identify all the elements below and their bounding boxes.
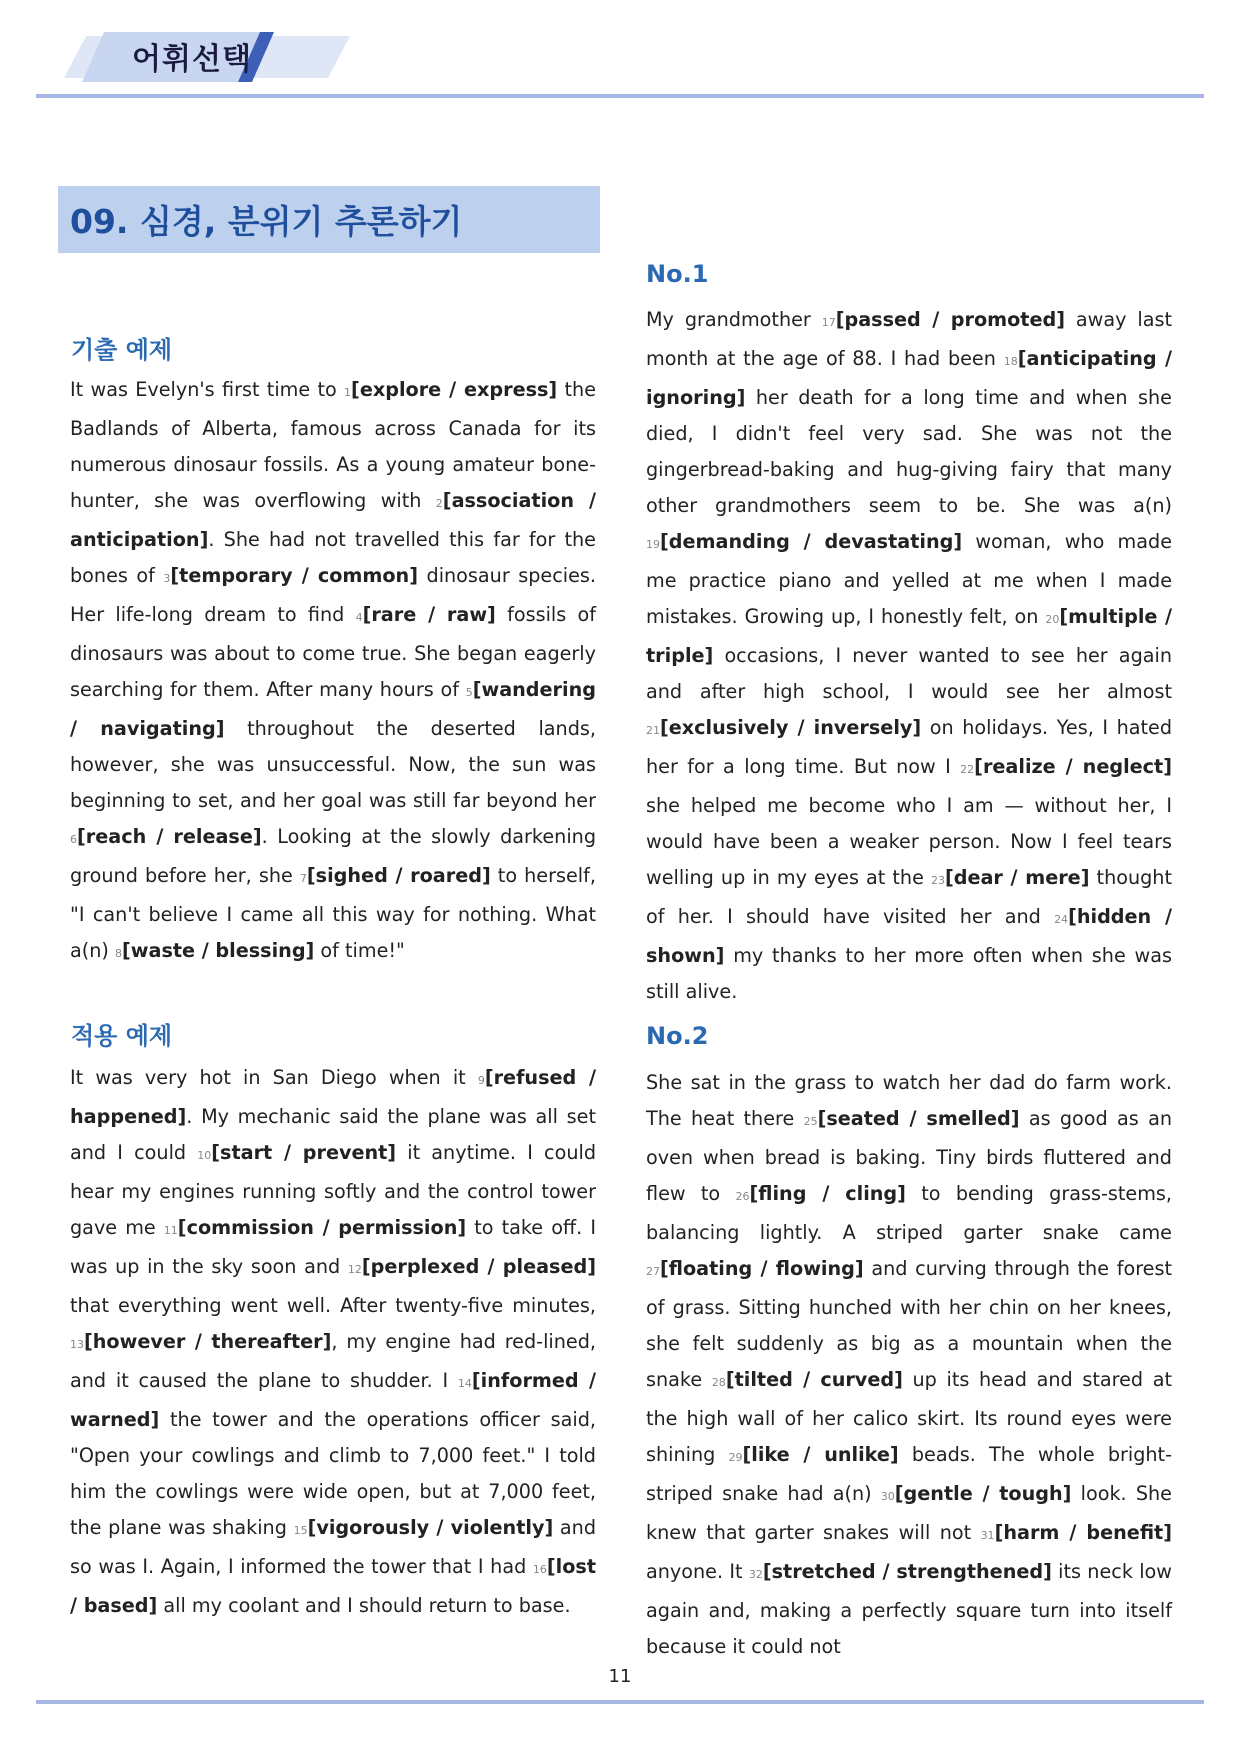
blank-number: 26 bbox=[735, 1190, 750, 1203]
passage-text: to bending grass-stems, balancing lightly. A striped garter snake came bbox=[646, 1182, 1172, 1244]
choice-pair: [hidden / shown] bbox=[646, 905, 1172, 967]
choice-pair: [tilted / curved] bbox=[725, 1368, 903, 1391]
passage-text: the tower and the operations officer said, "Open your cowlings and climb to 7,000 feet." I told him the cowlings were wide open, but at 7,000 feet, the plane was shaking bbox=[70, 1408, 596, 1539]
blank-number: 2 bbox=[435, 497, 443, 510]
passage-text: and curving through the forest of grass. Sitting hunched with her chin on her knees, she felt suddenly as big as a mountain when the snake bbox=[646, 1257, 1172, 1391]
passage-text: it anytime. I could hear my engines running softly and the control tower gave me bbox=[70, 1141, 596, 1239]
passage-text: the Badlands of Alberta, famous across Canada for its numerous dinosaur fossils. As a young amateur bone-hunter, she was overflowing with bbox=[70, 378, 597, 512]
blank-number: 22 bbox=[960, 763, 975, 776]
section-banner bbox=[58, 186, 600, 253]
blank-number: 3 bbox=[163, 572, 171, 585]
choice-pair: [however / thereafter] bbox=[84, 1330, 332, 1353]
blank-number: 24 bbox=[1054, 913, 1069, 926]
blank-number: 18 bbox=[1003, 355, 1018, 368]
page-number: 11 bbox=[608, 1666, 632, 1687]
passage-text: throughout the deserted lands, however, she was unsuccessful. Now, the sun was beginning to set, and her goal was still far beyond her bbox=[70, 717, 596, 812]
passage-text: . She had not travelled this far for the bones of bbox=[70, 528, 596, 587]
blank-number: 15 bbox=[293, 1524, 308, 1537]
passage-text: , my engine had red-lined, and it caused the plane to shudder. I bbox=[70, 1330, 596, 1392]
choice-pair: [vigorously / violently] bbox=[307, 1516, 554, 1539]
blank-number: 6 bbox=[70, 833, 77, 846]
passage-text: as good as an oven when bread is baking. Tiny birds fluttered and flew to bbox=[646, 1107, 1172, 1205]
choice-pair: [fling / cling] bbox=[749, 1182, 906, 1205]
choice-pair: [refused / happened] bbox=[70, 1066, 596, 1128]
example2-passage bbox=[70, 1060, 596, 1624]
choice-pair: [association / anticipation] bbox=[70, 489, 596, 551]
no2-heading: No.2 bbox=[646, 1022, 709, 1050]
blank-number: 23 bbox=[930, 874, 945, 887]
choice-pair: [harm / benefit] bbox=[994, 1521, 1172, 1544]
footer-rule bbox=[36, 1700, 1204, 1704]
passage-text: away last month at the age of 88. I had been bbox=[646, 308, 1172, 370]
blank-number: 14 bbox=[457, 1377, 472, 1390]
passage-text: she helped me become who I am — without her, I would have been a weaker person. Now I feel tears welling up in my eyes at the bbox=[646, 794, 1172, 889]
passage-text: . My mechanic said the plane was all set and I could bbox=[70, 1105, 596, 1164]
passage-text: and so was I. Again, I informed the tower that I had bbox=[70, 1516, 597, 1578]
blank-number: 19 bbox=[646, 538, 660, 551]
blank-number: 5 bbox=[465, 686, 473, 699]
choice-pair: [stretched / strengthened] bbox=[762, 1560, 1052, 1583]
choice-pair: [sighed / roared] bbox=[306, 864, 491, 887]
choice-pair: [informed / warned] bbox=[70, 1369, 597, 1431]
passage-text: its neck low again and, making a perfectly square turn into itself because it could not bbox=[646, 1560, 1172, 1658]
choice-pair: [seated / smelled] bbox=[817, 1107, 1020, 1130]
blank-number: 10 bbox=[197, 1149, 212, 1162]
passage-text: thought of her. I should have visited her and bbox=[646, 866, 1172, 928]
passage-text: to take off. I was up in the sky soon and bbox=[70, 1216, 597, 1278]
choice-pair: [passed / promoted] bbox=[835, 308, 1065, 331]
choice-pair: [dear / mere] bbox=[944, 866, 1090, 889]
choice-pair: [rare / raw] bbox=[362, 603, 496, 626]
passage-text: all my coolant and I should return to base. bbox=[157, 1594, 571, 1617]
passage-text: up its head and stared at the high wall of her calico skirt. Its round eyes were shining bbox=[646, 1368, 1172, 1466]
choice-pair: [anticipating / ignoring] bbox=[646, 347, 1172, 409]
no2-passage bbox=[646, 1065, 1172, 1665]
passage-text: . Looking at the slowly darkening ground before her, she bbox=[70, 825, 596, 887]
section-title: 09. 심경, 분위기 추론하기 bbox=[70, 202, 463, 241]
blank-number: 13 bbox=[70, 1338, 84, 1351]
passage-text: occasions, I never wanted to see her again and after high school, I would see her almost bbox=[646, 644, 1172, 703]
blank-number: 9 bbox=[477, 1074, 485, 1087]
choice-pair: [temporary / common] bbox=[170, 564, 418, 587]
passage-text: that everything went well. After twenty-five minutes, bbox=[70, 1294, 596, 1317]
header-rule bbox=[36, 94, 1204, 98]
blank-number: 20 bbox=[1045, 613, 1060, 626]
example1-passage bbox=[70, 372, 596, 972]
passage-text: It was very hot in San Diego when it bbox=[70, 1066, 478, 1089]
blank-number: 12 bbox=[347, 1263, 362, 1276]
passage-text: of time!" bbox=[314, 939, 405, 962]
example1-heading: 기출 예제 bbox=[71, 336, 173, 364]
choice-pair: [multiple / triple] bbox=[646, 605, 1172, 667]
passage-text: woman, who made me practice piano and yelled at me when I made mistakes. Growing up, I honestly felt, on bbox=[646, 530, 1172, 628]
passage-text: beads. The whole bright-striped snake had a(n) bbox=[646, 1443, 1173, 1505]
blank-number: 25 bbox=[803, 1115, 818, 1128]
no1-passage bbox=[646, 302, 1172, 1010]
choice-pair: [wandering / navigating] bbox=[70, 678, 596, 740]
passage-text: My grandmother bbox=[646, 308, 822, 331]
blank-number: 21 bbox=[646, 724, 660, 737]
choice-pair: [demanding / devastating] bbox=[660, 530, 963, 553]
choice-pair: [waste / blessing] bbox=[122, 939, 315, 962]
passage-text: dinosaur species. Her life-long dream to find bbox=[70, 564, 596, 626]
blank-number: 1 bbox=[344, 386, 352, 399]
choice-pair: [gentle / tough] bbox=[894, 1482, 1072, 1505]
blank-number: 32 bbox=[748, 1568, 763, 1581]
passage-text: on holidays. Yes, I hated her for a long time. But now I bbox=[646, 716, 1173, 778]
passage-text: my thanks to her more often when she was still alive. bbox=[646, 944, 1172, 1003]
header-tag bbox=[64, 28, 364, 86]
choice-pair: [reach / release] bbox=[77, 825, 262, 848]
blank-number: 4 bbox=[355, 611, 363, 624]
passage-text: It was Evelyn's first time to bbox=[70, 378, 345, 401]
blank-number: 27 bbox=[646, 1265, 660, 1278]
blank-number: 8 bbox=[115, 947, 122, 960]
blank-number: 28 bbox=[711, 1376, 726, 1389]
passage-text: to herself, "I can't believe I came all this way for nothing. What a(n) bbox=[70, 864, 596, 962]
blank-number: 16 bbox=[532, 1563, 547, 1576]
choice-pair: [perplexed / pleased] bbox=[361, 1255, 596, 1278]
choice-pair: [realize / neglect] bbox=[974, 755, 1172, 778]
blank-number: 29 bbox=[728, 1451, 743, 1464]
passage-text: fossils of dinosaurs was about to come true. She began eagerly searching for them. After many hours of bbox=[70, 603, 597, 701]
choice-pair: [start / prevent] bbox=[211, 1141, 397, 1164]
no1-heading: No.1 bbox=[646, 260, 709, 288]
choice-pair: [floating / flowing] bbox=[660, 1257, 864, 1280]
passage-text: her death for a long time and when she died, I didn't feel very sad. She was not the gingerbread-baking and hug-giving fairy that many other grandmothers seem to be. She was a(n) bbox=[646, 386, 1172, 517]
blank-number: 30 bbox=[880, 1490, 895, 1503]
blank-number: 7 bbox=[299, 872, 307, 885]
choice-pair: [like / unlike] bbox=[742, 1443, 899, 1466]
example2-heading: 적용 예제 bbox=[71, 1022, 173, 1050]
choice-pair: [commission / permission] bbox=[177, 1216, 467, 1239]
blank-number: 17 bbox=[821, 316, 836, 329]
passage-text: look. She knew that garter snakes will not bbox=[646, 1482, 1172, 1544]
passage-text: She sat in the grass to watch her dad do farm work. The heat there bbox=[646, 1071, 1172, 1130]
choice-pair: [explore / express] bbox=[351, 378, 558, 401]
choice-pair: [lost / based] bbox=[70, 1555, 596, 1617]
blank-number: 31 bbox=[980, 1529, 995, 1542]
passage-text: anyone. It bbox=[646, 1560, 749, 1583]
choice-pair: [exclusively / inversely] bbox=[660, 716, 922, 739]
blank-number: 11 bbox=[163, 1224, 178, 1237]
header-label: 어휘선택 bbox=[132, 42, 252, 77]
